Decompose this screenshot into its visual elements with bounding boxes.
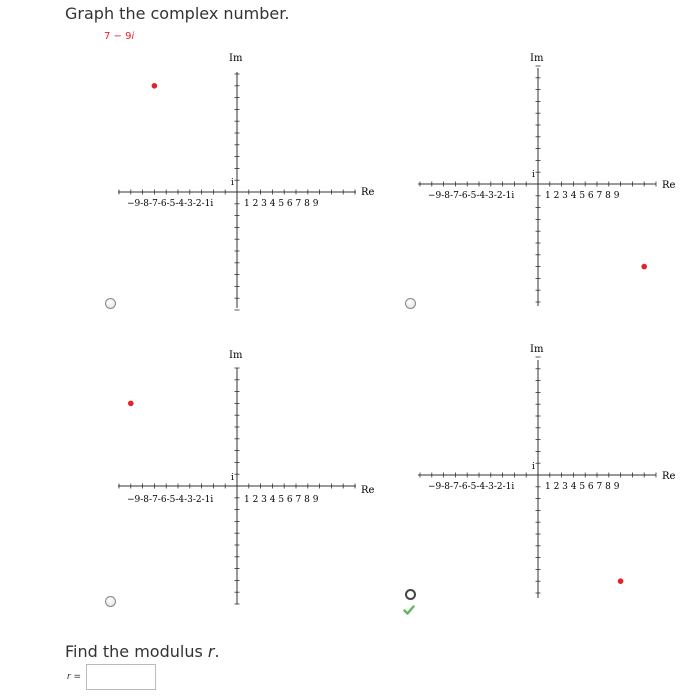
modulus-label: r = (67, 672, 82, 682)
modulus-title-suffix: . (214, 642, 220, 661)
re-axis-label: Re (361, 485, 375, 496)
im-axis-label: Im (530, 344, 544, 355)
re-axis-label: Re (662, 471, 676, 482)
positive-tick-labels: 1 2 3 4 5 6 7 8 9 (244, 495, 319, 505)
expression-number: 7 − 9 (104, 31, 132, 42)
im-axis-label: Im (229, 350, 243, 361)
i-tick-label: i (532, 462, 535, 472)
modulus-question-title (65, 642, 220, 661)
i-tick-label: i (231, 473, 234, 483)
modulus-input[interactable] (86, 664, 156, 690)
modulus-title-var: r (207, 642, 215, 661)
checkmark-icon (403, 604, 415, 616)
positive-tick-labels: 1 2 3 4 5 6 7 8 9 (244, 199, 319, 209)
negative-tick-labels: −9-8-7-6-5-4-3-2-1i (127, 495, 214, 505)
question-title: Graph the complex number. (65, 4, 290, 23)
re-axis-label: Re (361, 187, 375, 198)
i-tick-label: i (231, 178, 234, 188)
modulus-title-prefix: Find the modulus (65, 642, 208, 661)
im-axis-label: Im (229, 53, 243, 64)
axes (418, 357, 656, 598)
im-axis-label: Im (530, 53, 544, 64)
negative-tick-labels: −9-8-7-6-5-4-3-2-1i (428, 191, 515, 201)
negative-tick-labels: −9-8-7-6-5-4-3-2-1i (127, 199, 214, 209)
negative-tick-labels: −9-8-7-6-5-4-3-2-1i (428, 482, 515, 492)
positive-tick-labels: 1 2 3 4 5 6 7 8 9 (545, 482, 620, 492)
radio-option-d[interactable] (405, 589, 416, 600)
positive-tick-labels: 1 2 3 4 5 6 7 8 9 (545, 191, 620, 201)
plotted-point (618, 578, 624, 584)
re-axis-label: Re (662, 180, 676, 191)
expression-imag-unit: i (131, 31, 135, 42)
i-tick-label: i (532, 170, 535, 180)
